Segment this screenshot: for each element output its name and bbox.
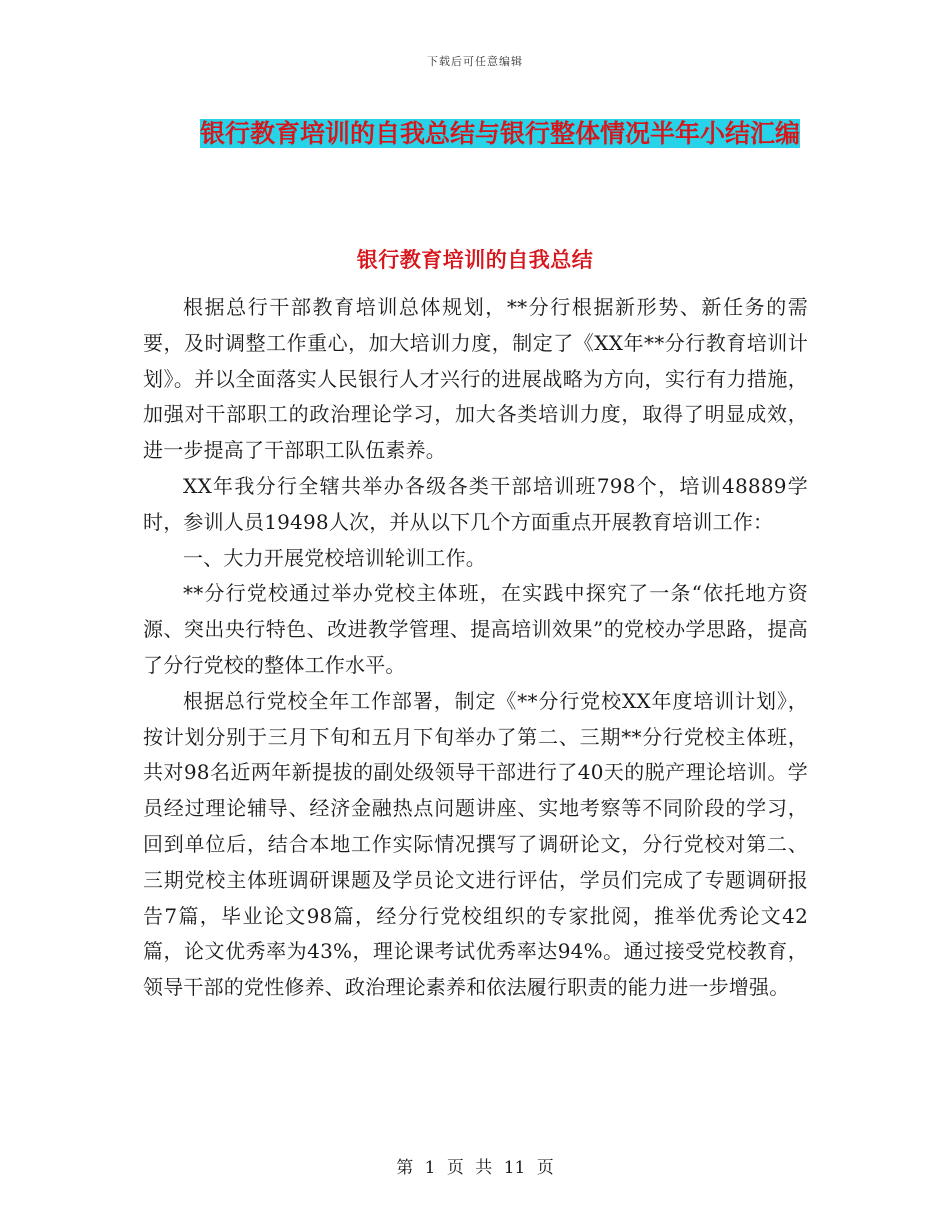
paragraph: 一、大力开展党校培训轮训工作。 <box>183 545 486 570</box>
document-body <box>143 290 808 1006</box>
paragraph: XX年我分行全辖共举办各级各类干部培训班798个，培训48889学时，参训人员19498人次，并从以下几个方面重点开展教育培训工作： <box>143 473 808 534</box>
page-header-note: 下载后可任意编辑 <box>427 55 523 68</box>
document-title <box>190 110 810 157</box>
paragraph: 根据总行党校全年工作部署，制定《**分行党校XX年度培训计划》，按计划分别于三月下旬和五月下旬举办了第二、三期**分行党校主体班，共对98名近两年新提拔的副处级领导干部进行了40天的脱产理论培训。学员经过理论辅导、经济金融热点问题讲座、实地考察等不同阶段的学习，回到单位后，结合本地工作实际情况撰写了调研论文，分行党校对第二、三期党校主体班调研课题及学员论文进行评估，学员们完成了专题调研报告7篇，毕业论文98篇，经分行党校组织的专家批阅，推举优秀论文42篇，论文优秀率为43%，理论课考试优秀率达94%。通过接受党校教育，领导干部的党性修养、政治理论素养和依法履行职责的能力进一步增强。 <box>143 688 808 1000</box>
document-title-text: 银行教育培训的自我总结与银行整体情况半年小结汇编 <box>199 119 800 148</box>
page-number: 第 1 页 共 11 页 <box>396 1158 554 1178</box>
paragraph: **分行党校通过举办党校主体班，在实践中探究了一条“依托地方资源、突出央行特色、改进教学管理、提高培训效果”的党校办学思路，提高了分行党校的整体工作水平。 <box>143 581 808 677</box>
section-title: 银行教育培训的自我总结 <box>356 247 594 272</box>
paragraph: 根据总行干部教育培训总体规划，**分行根据新形势、新任务的需要，及时调整工作重心，加大培训力度，制定了《XX年**分行教育培训计划》。并以全面落实人民银行人才兴行的进展战略为方向，实行有力措施，加强对干部职工的政治理论学习，加大各类培训力度，取得了明显成效，进一步提高了干部职工队伍素养。 <box>143 295 808 463</box>
